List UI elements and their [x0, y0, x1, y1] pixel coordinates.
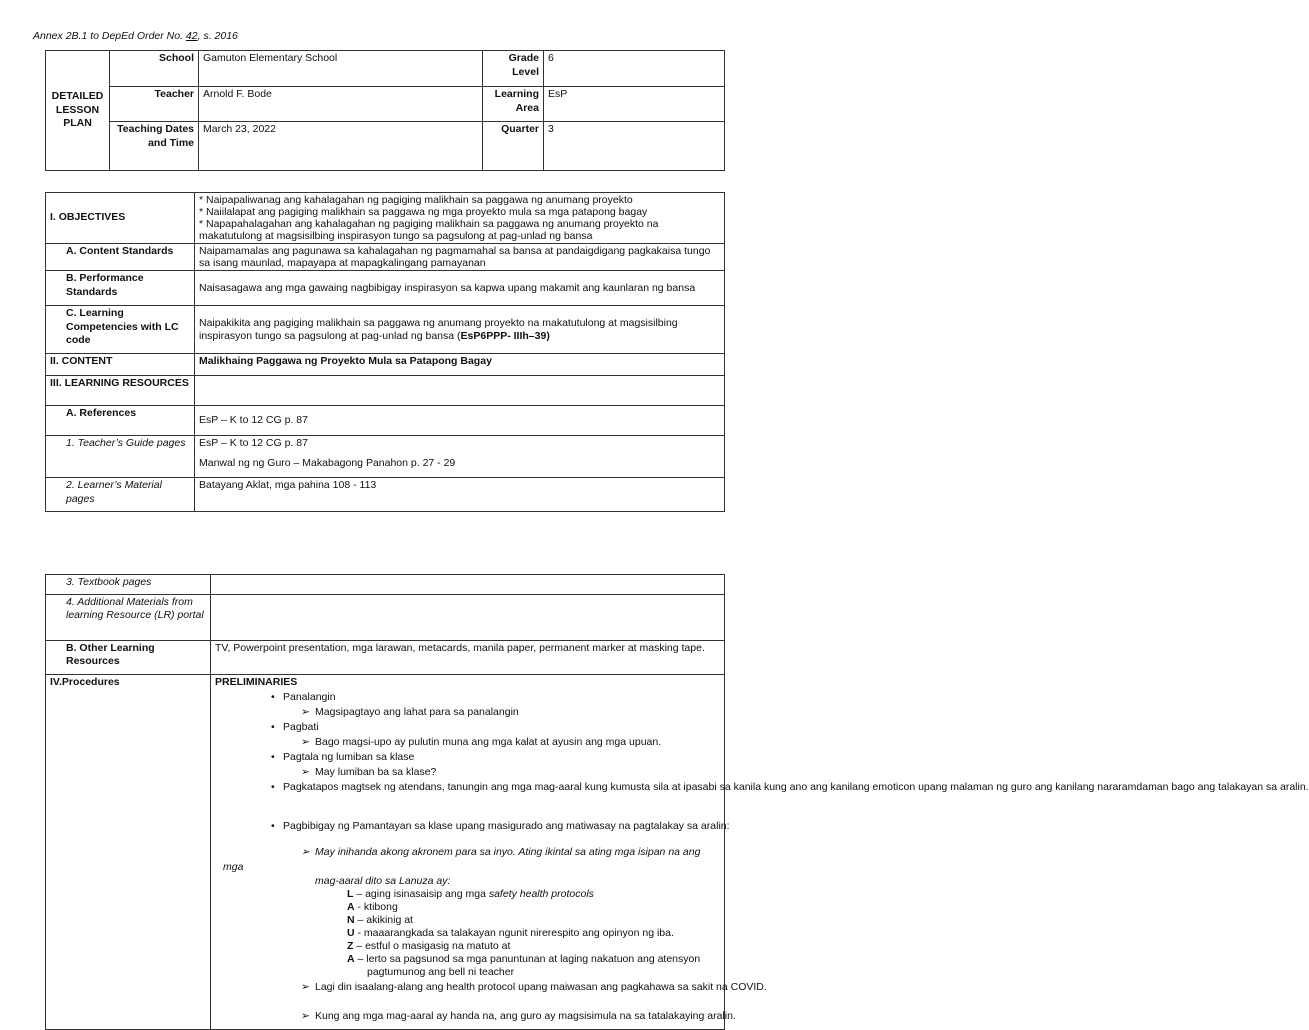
proc-line-13: ➢ Kung ang mga mag-aaral ay handa na, ang guro ay magsisimula na sa tatalakaying aralin.	[315, 1010, 735, 1024]
objective-3: * Napapahalagahan ang kahalagahan ng pagiging malikhain sa paggawa ng anumang proyekto na makatutulong at magsisilbing inspirasyon tungo sa pagsulong at pag-unlad ng bansa	[199, 218, 659, 243]
competencies-value: Naipakikita ang pagiging malikhain sa paggawa ng anumang proyekto na makatutulong at magsisilbing inspirasyon tungo sa pagsulong at pag-unlad ng bansa (EsP6PPP- IIIh–39)	[195, 306, 725, 354]
proc-line-10: mga	[223, 861, 244, 873]
proc-line-6: ➢ May lumiban ba sa klase?	[315, 766, 436, 780]
dlp-title: DETAILED LESSON PLAN	[46, 51, 110, 171]
content-standards-label: A. Content Standards	[46, 244, 195, 271]
school-value: Gamuton Elementary School	[199, 51, 483, 87]
proc-line-7: • Pagkatapos magtsek ng atendans, tanungin ang mga mag-aaral kung kumusta sila at ipasabi sa kanila kung ano ang kanilang emoticon upang malaman ng guro ang kanilang nararamdaman bago ang talakayan sa aralin.	[283, 781, 735, 795]
objectives-label: I. OBJECTIVES	[46, 193, 195, 244]
dates-label: Teaching Dates and Time	[110, 122, 199, 171]
preliminaries-heading: PRELIMINARIES	[215, 676, 298, 688]
proc-line-4: ➢ Bago magsi-upo ay pulutin muna ang mga kalat at ayusin ang mga upuan.	[315, 736, 661, 750]
references-value: EsP – K to 12 CG p. 87	[195, 406, 725, 436]
lc-code: EsP6PPP- IIIh–39)	[460, 329, 550, 342]
proc-line-2: ➢ Magsipagtayo ang lahat para sa panalangin	[315, 706, 519, 720]
teachers-guide-value	[195, 436, 725, 478]
acronym-a2-cont: pagtumunog ang bell ni teacher	[367, 966, 515, 978]
proc-line-5: • Pagtala ng lumiban sa klase	[283, 751, 414, 765]
procedures-cell	[211, 675, 1309, 1030]
dlp-table-1	[45, 192, 725, 512]
teachers-guide-label: 1. Teacher’s Guide pages	[46, 436, 195, 478]
acronym-u: U - maaarangkada sa talakayan ngunit nirerespito ang opinyon ng iba.	[347, 927, 674, 939]
acronym-z: Z – estful o masigasig na matuto at	[347, 940, 511, 952]
acronym-l: L – aging isinasaisip ang mga safety health protocols	[347, 888, 594, 900]
acronym-n: N – akikinig at	[347, 914, 413, 926]
competencies-label: C. Learning Competencies with LC code	[46, 306, 195, 354]
textbook-value	[211, 575, 725, 595]
learners-material-label: 2. Learner’s Material pages	[46, 478, 195, 512]
content-label: II. CONTENT	[46, 354, 195, 376]
resources-label: III. LEARNING RESOURCES	[46, 376, 195, 406]
objective-2: * Naiilalapat ang pagiging malikhain sa paggawa ng mga proyekto mula sa mga patapong bagay	[199, 206, 648, 219]
proc-line-3: • Pagbati	[283, 721, 319, 735]
quarter-label: Quarter	[483, 122, 544, 171]
performance-standards-value: Naisasagawa ang mga gawaing nagbibigay inspirasyon sa kapwa upang makamit ang kaunlaran ng bansa	[195, 271, 725, 306]
learners-material-value: Batayang Aklat, mga pahina 108 - 113	[195, 478, 725, 512]
additional-materials-label: 4. Additional Materials from learning Resource (LR) portal	[46, 595, 211, 641]
content-standards-value: Naipamamalas ang pagunawa sa kahalagahan ng pagmamahal sa bansa at pandaigdigang pagkakaisa tungo sa isang maunlad, mapayapa at mapagkalingang pamayanan	[195, 244, 725, 271]
additional-materials-value	[211, 595, 725, 641]
resources-empty	[195, 376, 725, 406]
tg-line-2: Manwal ng ng Guro – Makabagong Panahon p. 27 - 29	[199, 457, 456, 470]
objective-1: * Naipapaliwanag ang kahalagahan ng pagiging malikhain sa paggawa ng anumang proyekto	[199, 194, 633, 206]
area-value: EsP	[544, 87, 725, 122]
quarter-value: 3	[544, 122, 725, 171]
teacher-label: Teacher	[110, 87, 199, 122]
acronym-a1: A - ktibong	[347, 901, 398, 913]
other-resources-label: B. Other Learning Resources	[46, 641, 211, 675]
content-value: Malikhaing Paggawa ng Proyekto Mula sa Patapong Bagay	[195, 354, 725, 376]
textbook-label: 3. Textbook pages	[46, 575, 211, 595]
grade-label: Grade Level	[483, 51, 544, 87]
area-label: Learning Area	[483, 87, 544, 122]
references-label: A. References	[46, 406, 195, 436]
annex-line: Annex 2B.1 to DepEd Order No. 42, s. 2016	[33, 30, 238, 42]
proc-line-12: ➢ Lagi din isaalang-alang ang health protocol upang maiwasan ang pagkahawa sa sakit na COVID.	[315, 981, 735, 995]
proc-line-11: mag-aaral dito sa Lanuza ay:	[315, 875, 451, 887]
dates-value: March 23, 2022	[199, 122, 483, 171]
dlp-table-2	[45, 574, 1309, 1030]
proc-line-8: • Pagbibigay ng Pamantayan sa klase upang masigurado ang matiwasay na pagtalakay sa aralin:	[283, 820, 735, 834]
tg-line-1: EsP – K to 12 CG p. 87	[199, 437, 308, 450]
objectives-list	[195, 193, 725, 244]
performance-standards-label: B. Performance Standards	[46, 271, 195, 306]
other-resources-value: TV, Powerpoint presentation, mga larawan, metacards, manila paper, permanent marker at masking tape.	[211, 641, 725, 675]
school-label: School	[110, 51, 199, 87]
proc-line-9: ➢ May inihanda akong akronem para sa inyo. Ating ikintal sa ating mga isipan na ang	[315, 846, 700, 860]
proc-line-1: • Panalangin	[283, 691, 336, 705]
acronym-a2: A – lerto sa pagsunod sa mga panuntunan at laging nakatuon ang atensyon	[347, 953, 701, 965]
grade-value: 6	[544, 51, 725, 87]
header-table	[45, 50, 725, 171]
procedures-label: IV.Procedures	[46, 675, 211, 1030]
teacher-value: Arnold F. Bode	[199, 87, 483, 122]
